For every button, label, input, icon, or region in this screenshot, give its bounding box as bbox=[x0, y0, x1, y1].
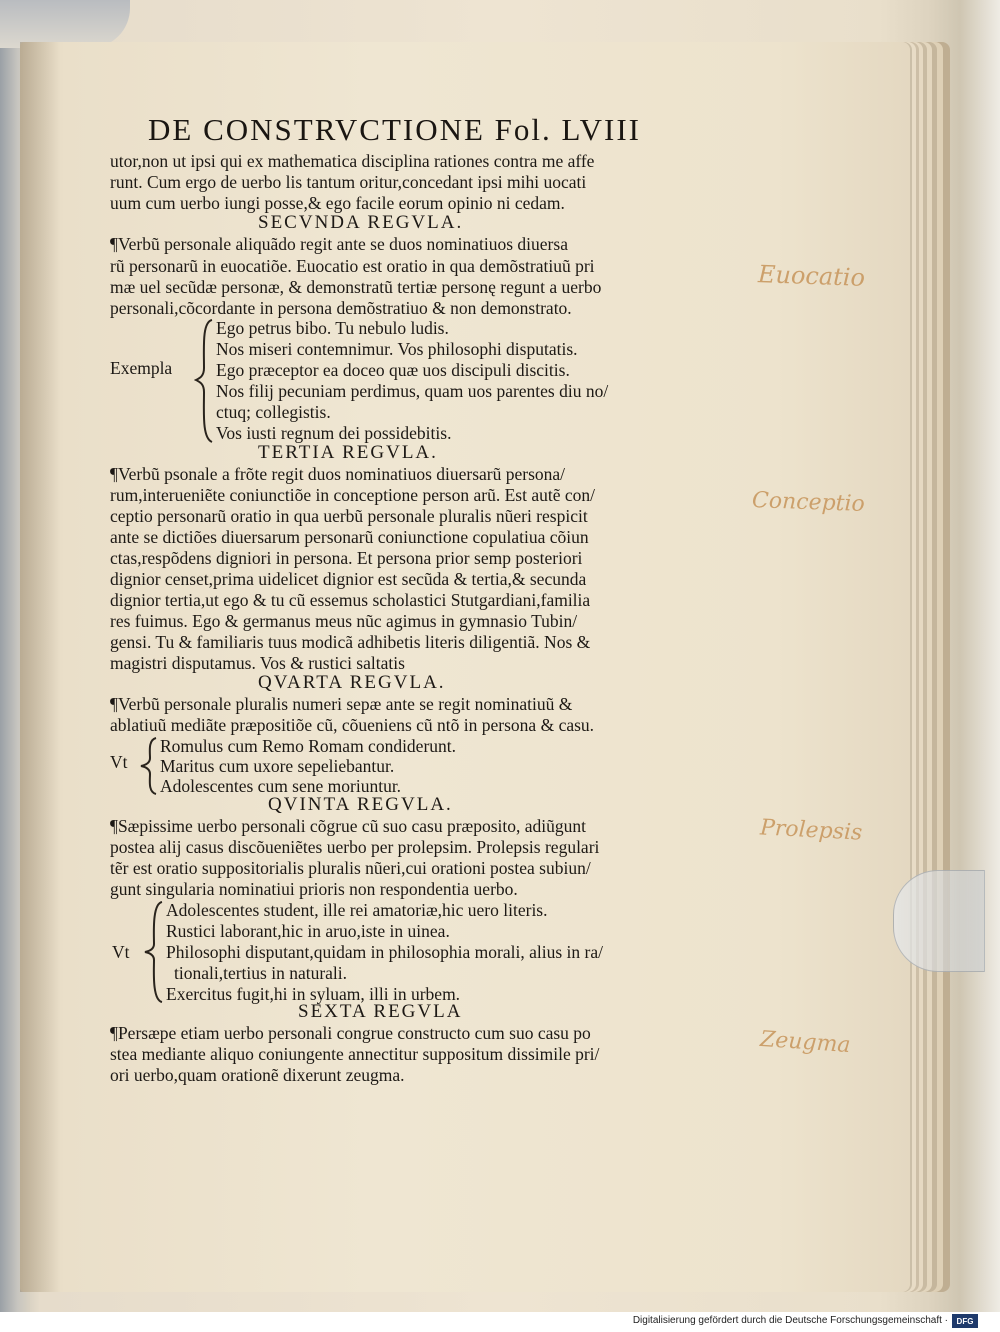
page-clip bbox=[893, 870, 985, 972]
text-line: runt. Cum ergo de uerbo lis tantum oritur,concedant ipsi mihi uocati bbox=[110, 172, 587, 192]
paragraph-line: rũ personarũ in euocatiõe. Euocatio est oratio in qua demõstratiuũ pri bbox=[110, 256, 595, 276]
example-label: Exempla bbox=[110, 358, 173, 378]
paragraph-mark: ¶ bbox=[110, 1023, 118, 1043]
section-heading: TERTIA REGVLA. bbox=[258, 442, 438, 463]
paragraph-line: ¶Verbũ psonale a frõte regit duos nominatiuos diuersarũ persona/ bbox=[110, 464, 566, 484]
paragraph-mark: ¶ bbox=[110, 816, 118, 836]
example-line: tionali,tertius in naturali. bbox=[174, 963, 348, 983]
paragraph-line: dignior tertia,ut ego & tu cũ essemus scholastici Stutgardiani,familia bbox=[110, 590, 591, 610]
marginal-note: Zeugma bbox=[759, 1026, 852, 1059]
paragraph-line: magistri disputamus. Vos & rustici saltatis bbox=[110, 653, 405, 673]
example-line: Ego præceptor ea doceo quæ uos discipuli discitis. bbox=[216, 360, 570, 380]
paragraph-line: ¶Sæpissime uerbo personali cõgrue cũ suo casu præposito, adiũgunt bbox=[110, 816, 586, 836]
text-line: utor,non ut ipsi qui ex mathematica disciplina rationes contra me affe bbox=[110, 151, 595, 171]
dfg-logo: DFG bbox=[952, 1314, 978, 1328]
example-line: Adolescentes student, ille rei amatoriæ,hic uero literis. bbox=[166, 900, 548, 920]
paragraph-line: ablatiuũ mediãte præpositiõe cũ, cõueniens cũ ntõ in persona & casu. bbox=[110, 715, 595, 735]
example-label: Vt bbox=[112, 942, 130, 962]
example-line: Ego petrus bibo. Tu nebulo ludis. bbox=[216, 318, 449, 338]
paragraph-line: postea alij casus discõueniẽtes uerbo per prolepsim. Prolepsis regulari bbox=[110, 837, 600, 857]
paragraph-line: ante se dictiões diuersarum personarũ coniunctione copulatiua cõiun bbox=[110, 527, 589, 547]
paragraph-mark: ¶ bbox=[110, 694, 118, 714]
brace-icon bbox=[142, 900, 166, 1004]
example-line: Nos miseri contemnimur. Vos philosophi disputatis. bbox=[216, 339, 578, 359]
gutter-shadow bbox=[20, 42, 60, 1292]
paragraph-line: ceptio personarũ oratio in qua uerbũ personale pluralis nũeri respicit bbox=[110, 506, 588, 526]
section-heading: SEXTA REGVLA bbox=[298, 1001, 463, 1022]
brace-icon bbox=[138, 736, 160, 796]
paragraph-line: ¶Verbũ personale pluralis numeri sepæ ante se regit nominatiuũ & bbox=[110, 694, 573, 714]
example-label: Vt bbox=[110, 752, 128, 772]
paragraph-line: rum,interueniẽte coniunctiõe in conceptione person arũ. Est autẽ con/ bbox=[110, 485, 595, 505]
example-line: Romulus cum Remo Romam condiderunt. bbox=[160, 736, 457, 756]
paragraph-line: gensi. Tu & familiaris tuus modicã adhibetis literis diligentiã. Nos & bbox=[110, 632, 591, 652]
paragraph-line: res fuimus. Ego & germanus meus nũc agimus in gymnasio Tubin/ bbox=[110, 611, 578, 631]
example-line: Philosophi disputant,quidam in philosophia morali, alius in ra/ bbox=[166, 942, 603, 962]
example-line: Maritus cum uxore sepeliebantur. bbox=[160, 756, 395, 776]
example-line: Exercitus fugit,hi in syluam, illi in urbem. bbox=[166, 984, 461, 1004]
paragraph-line: ¶Verbũ personale aliquãdo regit ante se duos nominatiuos diuersa bbox=[110, 234, 568, 254]
paragraph-line: gunt singularia nominatiui prioris non respondentia uerbo. bbox=[110, 879, 518, 899]
paragraph-line: ctas,respõdens digniori in persona. Et persona prior semp posteriori bbox=[110, 548, 583, 568]
example-line: Vos iusti regnum dei possidebitis. bbox=[216, 423, 452, 443]
paragraph-mark: ¶ bbox=[110, 234, 118, 254]
page-header: DE CONSTRVCTIONE Fol. LVIII bbox=[148, 112, 641, 147]
paragraph-line: ori uerbo,quam orationẽ dixerunt zeugma. bbox=[110, 1065, 405, 1085]
marginal-note: Conceptio bbox=[751, 488, 866, 517]
paragraph-mark: ¶ bbox=[110, 464, 118, 484]
example-line: Adolescentes cum sene moriuntur. bbox=[160, 776, 402, 796]
text-line: uum cum uerbo iungi posse,& ego facile eorum opinio ni cedam. bbox=[110, 193, 565, 213]
marginal-note: Prolepsis bbox=[759, 815, 863, 846]
paragraph-line: ¶Persæpe etiam uerbo personali congrue constructo cum suo casu po bbox=[110, 1023, 591, 1043]
paragraph-line: stea mediante aliquo coniungente annectitur suppositum dissimile pri/ bbox=[110, 1044, 600, 1064]
section-heading: QVARTA REGVLA. bbox=[258, 672, 446, 693]
example-line: Rustici laborant,hic in aruo,iste in uinea. bbox=[166, 921, 450, 941]
footer-credit: Digitalisierung gefördert durch die Deutsche Forschungsgemeinschaft · bbox=[632, 1315, 948, 1326]
paragraph-line: mæ uel secũdæ personæ, & demonstratũ tertiæ personę regunt a uerbo bbox=[110, 277, 602, 297]
brace-icon bbox=[194, 318, 218, 444]
binding-corner bbox=[0, 0, 130, 48]
paragraph-line: personali,cõcordante in persona demõstratiuo & non demonstrato. bbox=[110, 298, 572, 318]
paragraph-line: dignior censet,prima uidelicet dignior est secũda & tertia,& secunda bbox=[110, 569, 587, 589]
example-line: Nos filij pecuniam perdimus, quam uos parentes diu no/ bbox=[216, 381, 609, 401]
section-heading: QVINTA REGVLA. bbox=[268, 794, 453, 815]
section-heading: SECVNDA REGVLA. bbox=[258, 212, 464, 233]
paragraph-line: tẽr est oratio suppositorialis pluralis nũeri,cui orationi postea subiun/ bbox=[110, 858, 591, 878]
example-line: ctuq; collegistis. bbox=[216, 402, 331, 422]
marginal-note: Euocatio bbox=[757, 260, 866, 292]
